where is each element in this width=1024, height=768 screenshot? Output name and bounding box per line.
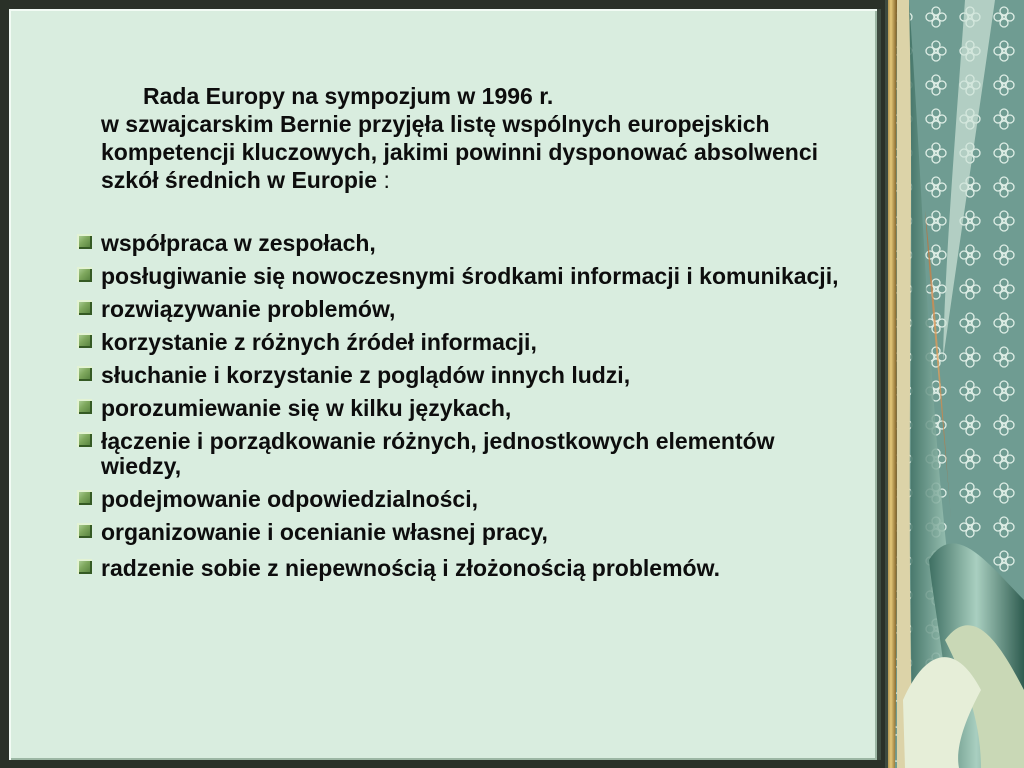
green-square-bullet-icon [77, 366, 92, 381]
green-square-bullet-icon [77, 267, 92, 282]
intro-body: w szwajcarskim Bernie przyjęła listę wspólnych europejskich kompetencji kluczowych, jakimi powinni dysponować absolwenci szkół średnich w Europie [101, 111, 818, 193]
green-square-bullet-icon [77, 234, 92, 249]
list-item: łączenie i porządkowanie różnych, jednostkowych elementów wiedzy, [77, 429, 857, 479]
list-item: rozwiązywanie problemów, [77, 297, 857, 322]
intro-first-line: Rada Europy na sympozjum w 1996 r. [143, 83, 554, 109]
list-item: posługiwanie się nowoczesnymi środkami informacji i komunikacji, [77, 264, 857, 289]
slide-content [101, 82, 861, 581]
green-square-bullet-icon [77, 559, 92, 574]
list-item: słuchanie i korzystanie z poglądów innych ludzi, [77, 363, 857, 388]
green-square-bullet-icon [77, 523, 92, 538]
list-item: porozumiewanie się w kilku językach, [77, 396, 857, 421]
green-square-bullet-icon [77, 399, 92, 414]
green-square-bullet-icon [77, 432, 92, 447]
green-square-bullet-icon [77, 333, 92, 348]
list-item: podejmowanie odpowiedzialności, [77, 487, 857, 512]
list-item: organizowanie i ocenianie własnej pracy, [77, 520, 857, 545]
floral-drape-decoration [885, 0, 1024, 768]
green-square-bullet-icon [77, 300, 92, 315]
competencies-list [77, 231, 857, 591]
list-item: współpraca w zespołach, [77, 231, 857, 256]
intro-colon: : [377, 167, 390, 193]
green-square-bullet-icon [77, 490, 92, 505]
intro-paragraph [101, 82, 861, 194]
list-item: radzenie sobie z niepewnością i złożonością problemów. [77, 553, 857, 583]
list-item: korzystanie z różnych źródeł informacji, [77, 330, 857, 355]
